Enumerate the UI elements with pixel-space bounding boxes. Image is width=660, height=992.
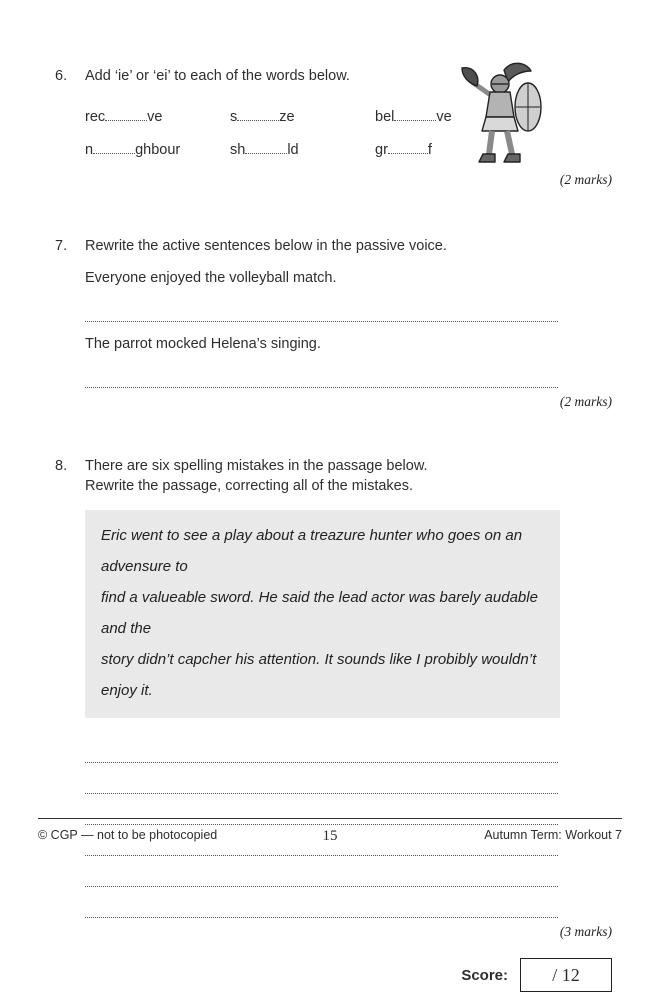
passage-line-3: story didn’t capcher his attention. It sounds like I probibly wouldn’t enjoy it. <box>101 651 537 699</box>
fill-in-word <box>230 141 375 158</box>
footer-workout-label: Autumn Term: Workout 7 <box>484 828 622 842</box>
word-suffix: f <box>427 142 432 158</box>
answer-line <box>85 887 558 918</box>
question-8-prompt-line2: Rewrite the passage, correcting all of the mistakes. <box>85 478 414 494</box>
fill-in-word <box>85 141 230 158</box>
active-sentence-1: Everyone enjoyed the volleyball match. <box>85 270 337 286</box>
word-blank <box>388 141 428 154</box>
gladiator-illustration <box>452 62 552 170</box>
answer-line <box>85 732 558 763</box>
word-blank <box>105 108 147 121</box>
question-8-marks: (3 marks) <box>559 924 612 939</box>
word-blank <box>237 108 279 121</box>
passage-line-1: Eric went to see a play about a treazure hunter who goes on an advensure to <box>101 527 523 575</box>
footer-copyright: © CGP — not to be photocopied <box>38 828 218 842</box>
question-6-prompt: Add ‘ie’ or ‘ei’ to each of the words below. <box>85 68 350 84</box>
word-suffix: ze <box>279 109 295 125</box>
footer-page-number: 15 <box>322 828 338 844</box>
question-8-prompt <box>85 456 612 496</box>
question-6-number: 6. <box>55 68 68 84</box>
passage-line-2: find a valueable sword. He said the lead actor was barely audable and the <box>101 589 538 637</box>
score-box: / 12 <box>520 958 612 992</box>
spelling-passage <box>85 510 560 718</box>
word-blank <box>93 141 135 154</box>
answer-line <box>85 856 558 887</box>
question-7-prompt: Rewrite the active sentences below in the passive voice. <box>85 238 447 254</box>
word-suffix: ld <box>287 142 299 158</box>
page-footer <box>38 818 622 842</box>
question-7-number: 7. <box>55 238 68 254</box>
score-label: Score: <box>461 966 508 984</box>
question-7 <box>55 236 612 410</box>
question-8-prompt-line1: There are six spelling mistakes in the passage below. <box>85 458 428 474</box>
fill-in-word <box>230 108 375 125</box>
question-8-number: 8. <box>55 458 68 474</box>
word-suffix: ghbour <box>135 142 181 158</box>
answer-line <box>85 366 558 388</box>
fill-in-word <box>85 108 230 125</box>
word-blank <box>394 108 436 121</box>
word-prefix: sh <box>230 142 246 158</box>
word-prefix: bel <box>375 109 395 125</box>
word-blank <box>245 141 287 154</box>
answer-line <box>85 300 558 322</box>
word-suffix: ve <box>147 109 163 125</box>
word-prefix: s <box>230 109 238 125</box>
question-7-marks: (2 marks) <box>559 394 612 409</box>
word-prefix: n <box>85 142 94 158</box>
answer-line <box>85 763 558 794</box>
word-prefix: rec <box>85 109 106 125</box>
score-section <box>55 958 612 992</box>
question-6-marks: (2 marks) <box>559 172 612 187</box>
active-sentence-2: The parrot mocked Helena’s singing. <box>85 336 321 352</box>
question-8 <box>55 456 612 940</box>
word-prefix: gr <box>375 142 388 158</box>
word-suffix: ve <box>436 109 452 125</box>
